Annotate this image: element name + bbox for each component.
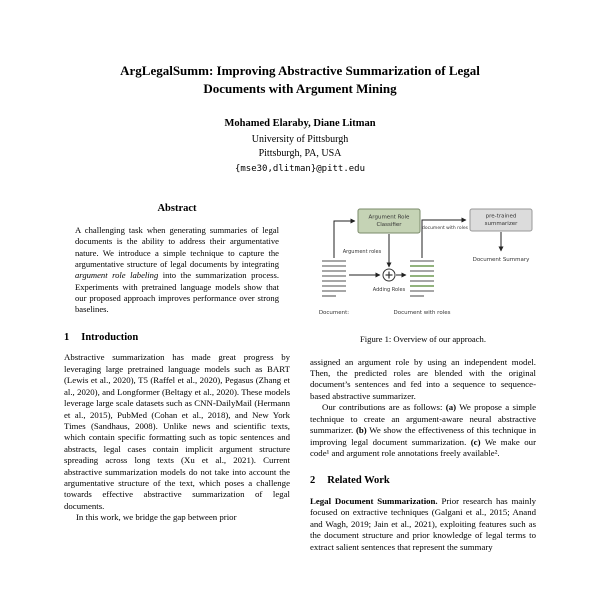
introduction-paragraph-1: Abstractive summarization has made great progress by leveraging large pretrained language models such as BART (Lewis et al., 2020), T5 (Raffel et al., 2020), Pegasus (Zhang et al., 2020), and Longformer (Beltagy et al., 2020). These models leverage large scale datasets such as CNN-DailyMail (Hermann et al., 2015), PubMed (Cohan et al., 2018), and New York Times (Sandhaus, 2008). Unlike news and scientific texts, which contain specific formatting such as topic sentences and abstracts, legal cases contain implicit argument structure spreading across long texts (Xu et al., 2021). Current abstractive summarization models do not take into account the argumentative structure of the text, which poses a challenge towards effective abstractive summarization of legal documents. [64, 352, 290, 511]
abstract-text-part2: into the summarization process. Experiments with pretrained language models show that our proposed approach improves performance over strong baselines. [75, 270, 279, 315]
contribution-b-label: (b) [355, 425, 367, 436]
approach-diagram [310, 204, 536, 326]
figure-1 [310, 204, 536, 345]
contribution-b-text: We show the effectiveness of this technique in improving legal document summarization. [310, 425, 537, 447]
paper-header [64, 62, 536, 174]
section-number-introduction: 1 [64, 331, 70, 343]
contribution-c-text: We make our code¹ and argument role annotations freely available². [310, 436, 537, 458]
section-heading-introduction [64, 331, 290, 345]
section-heading-related-work [310, 474, 536, 488]
abstract-heading: Abstract [157, 203, 197, 215]
continuation-paragraph: assigned an argument role by using an independent model. Then, the predicted roles are blended with the original document’s sentences and fed into a sequence to sequence-based abstractive summarizer. [310, 356, 536, 401]
document-icon [322, 261, 346, 296]
abstract-text-part1: A challenging task when generating summaries of legal documents is the ability to address their argumentative nature. We introduce a simple technique to capture the argumentative structure of legal documents by integrating [75, 225, 279, 270]
section-title-introduction: Introduction [81, 331, 139, 343]
affiliation-line-2: Pittsburgh, PA, USA [258, 147, 342, 159]
abstract-section [64, 202, 290, 315]
section-number-related-work: 2 [310, 475, 316, 487]
two-column-body [64, 202, 536, 553]
document-with-roles-label: Document with roles [393, 310, 451, 317]
contribution-a-text: We propose a simple technique to create an argument-aware neural abstractive summarizer. [310, 402, 536, 436]
document-with-roles-icon [410, 261, 434, 296]
introduction-paragraph-2: In this work, we bridge the gap between prior [76, 512, 237, 523]
classifier-box-label-line1: Argument Role [368, 214, 410, 221]
document-summary-label: Document Summary [472, 257, 530, 264]
adding-roles-label: Adding Roles [372, 287, 406, 294]
document-label: Document: [318, 310, 350, 317]
figure-1-caption: Figure 1: Overview of our approach. [359, 334, 486, 345]
adding-roles-node [383, 269, 395, 281]
authors: Mohamed Elaraby, Diane Litman [224, 118, 376, 130]
contribution-a-label: (a) [445, 402, 457, 413]
contributions-intro: Our contributions are as follows: [322, 402, 446, 413]
right-column [310, 202, 536, 553]
related-work-lead: Legal Document Summarization. [310, 495, 438, 506]
classifier-box-label-line2: Classifier [376, 222, 402, 229]
section-title-related-work: Related Work [327, 475, 390, 487]
summarizer-box-label-line2: summarizer [484, 221, 518, 228]
left-column [64, 202, 290, 553]
related-work-text: Prior research has mainly focused on extractive techniques (Galgani et al., 2015; Anand and Wagh, 2019; Jain et al., 2021), exploiting features such as the document structure and prior knowledge of legal terms to extract salient sentences that represent the summary [310, 495, 536, 552]
pretrained-summarizer-box [470, 209, 532, 231]
author-email: {mse30,dlitman}@pitt.edu [234, 164, 366, 175]
abstract-italic-phrase: argument role labeling [75, 270, 159, 281]
summarizer-box-label-line1: pre-trained [485, 213, 517, 220]
related-work-paragraph [310, 496, 536, 553]
contributions-paragraph [310, 402, 536, 459]
argument-roles-label: Argument roles [342, 249, 382, 256]
contribution-c-label: (c) [470, 436, 481, 447]
paper-title: ArgLegalSumm: Improving Abstractive Summarization of Legal Documents with Argument Mining [120, 63, 480, 97]
affiliation-line-1: University of Pittsburgh [251, 134, 349, 146]
doc-with-roles-arrow-label: document with roles [422, 226, 468, 232]
abstract-text [75, 225, 279, 316]
argument-role-classifier-box [358, 209, 420, 233]
